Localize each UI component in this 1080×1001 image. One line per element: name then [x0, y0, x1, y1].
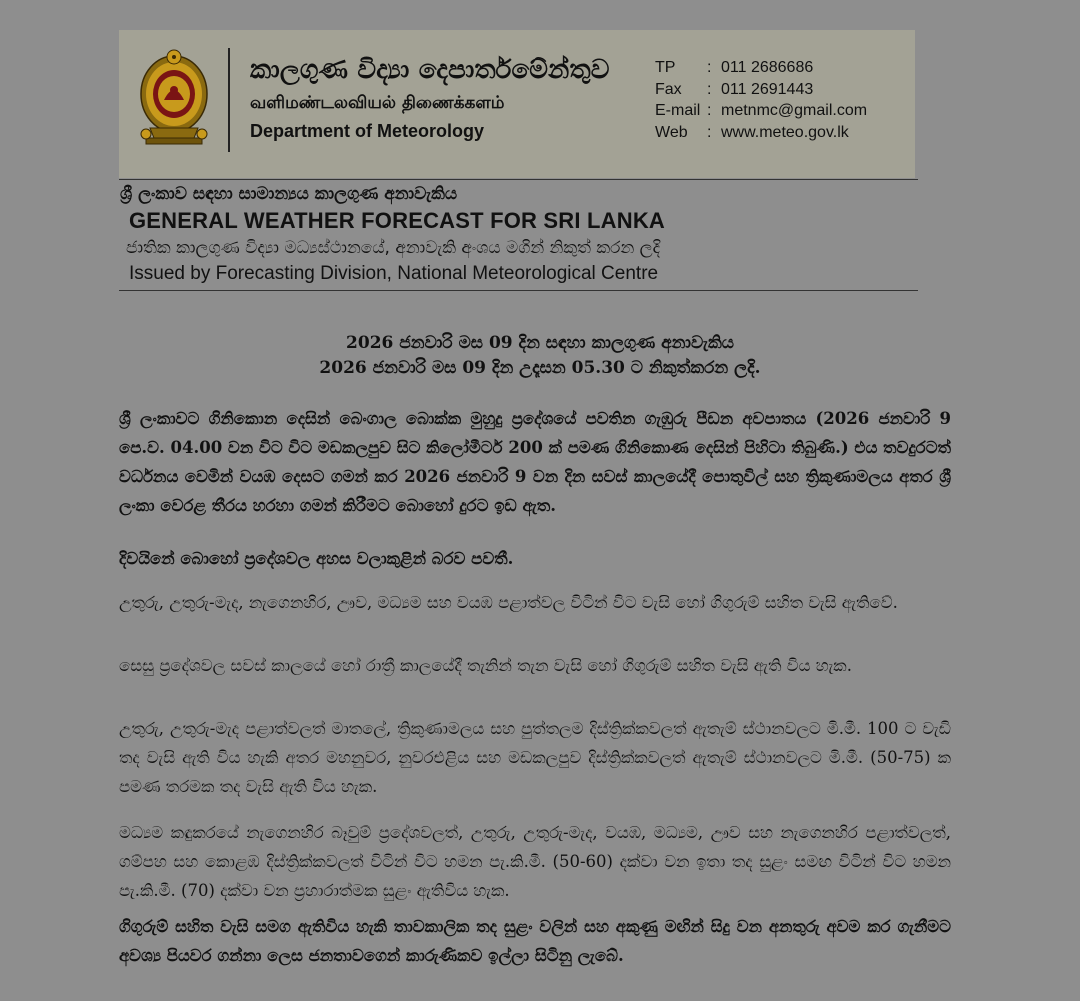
- title-bottom-rule: [119, 290, 918, 291]
- national-emblem-icon: [138, 48, 210, 150]
- department-name-sinhala: කාලගුණ විද්‍යා දෙපාර්තමේන්තුව: [250, 55, 610, 85]
- showers-paragraph: උතුරු, උතුරු-මැද, නැගෙනහිර, ඌව, මධ්‍යම සහ වයඹ පළාත්වල විටින් විට වැසි හෝ ගිගුරුම් සහිත වැසි ඇතිවේ.: [119, 593, 898, 612]
- forecast-date-line: 2026 ජනවාරි මස 09 දින සඳහා කාලගුණ අනාවැකිය: [346, 333, 734, 353]
- header-divider: [228, 48, 230, 152]
- contact-email: E-mail : metnmc@gmail.com: [655, 102, 868, 119]
- forecast-title-sinhala: ශ්‍රී ලංකාව සඳහා සාමාන්‍යය කාලගුණ අනාවැකිය: [120, 184, 458, 204]
- heavy-rain-paragraph: උතුරු, උතුරු-මැද පළාත්වලත් මාතලේ, ත්‍රිකුණාමලය සහ පුත්තලම දිස්ත්‍රික්කවලත් ඇතැම් ස්ථානවලට මි.මී. 100 ට වැඩි තද වැසි ඇති විය හැකි අතර මහනුවර, නුවරඑළිය සහ මඩකලපුව දිස්ත්‍රික්කවලත් ඇතැම් ස්ථානවලට මි.මී. (50-75) ක පමණ තරමක තද වැසි ඇති විය හැක.: [119, 719, 951, 796]
- forecast-title-english: GENERAL WEATHER FORECAST FOR SRI LANKA: [129, 208, 666, 233]
- department-name-english: Department of Meteorology: [250, 121, 485, 141]
- contact-web: Web : www.meteo.gov.lk: [655, 123, 849, 141]
- contact-phone: TP : 011 2686686: [655, 59, 814, 76]
- department-name-tamil: வளிமண்டலவியல் திணைக்களம்: [250, 93, 505, 113]
- evening-showers-paragraph: සෙසු ප්‍රදේශවල සවස් කාලයේ හෝ රාත්‍රී කාලයේදී තැනින් තැන වැසි හෝ ගිගුරුම් සහිත වැසි ඇති විය හැක.: [119, 656, 852, 675]
- issued-by-english: Issued by Forecasting Division, National Meteorological Centre: [129, 263, 659, 284]
- contact-fax: Fax : 011 2691443: [655, 80, 814, 98]
- depression-paragraph: ශ්‍රී ලංකාවට ගිනිකොන දෙසින් බෙංගාල බොක්ක මුහුදු ප්‍රදේශයේ පවතින ගැඹුරු පීඩන අවපාතය (2026 ජනවාරි 9 පෙ.ව. 04.00 වන විට විට මඩකලපුව සිට කිලෝමීටර් 200 ක් පමණ ගිනිකොණ දෙසින් පිහිටා තිබුණි.) එය තවදුරටත් වර්ධනය වෙමින් වයඹ දෙසට ගමන් කර 2026 ජනවාරි 9 වන දින සවස් කාලයේදී පොතුවිල් සහ ත්‍රිකුණාමලය අතර ශ්‍රී ලංකා වෙරළ තීරය හරහා ගමන් කිරීමට බොහෝ දුරට ඉඩ ඇත.: [119, 409, 951, 515]
- contact-block: [655, 57, 867, 143]
- issue-time-line: 2026 ජනවාරි මස 09 දින උදෑසන 05.30 ට නිකුත්කරන ලදි.: [319, 358, 761, 378]
- public-advisory-paragraph: ගිගුරුම් සහිත වැසි සමග ඇතිවිය හැකි තාවකාලික තද සුළං වලින් සහ අකුණු මඟින් සිදු වන අනතුරු අවම කර ගැනීමට අවශ්‍ය පියවර ගන්නා ලෙස ජනතාවගෙන් කාරුණිකව ඉල්ලා සිටිනු ලැබේ.: [119, 917, 951, 965]
- issued-by-sinhala: ජාතික කාලගුණ විද්‍යා මධ්‍යස්ථානයේ, අනාවැකි අංශය මගින් නිකුත් කරන ලදි: [126, 238, 661, 258]
- cloudy-sky-paragraph: දිවයිනේ බොහෝ ප්‍රදේශවල අහස වලාකුළින් බරව පවතී.: [119, 549, 514, 568]
- title-top-rule: [119, 179, 918, 180]
- wind-paragraph: මධ්‍යම කඳුකරයේ නැගෙනහිර බෑවුම් ප්‍රදේශවලත්, උතුරු, උතුරු-මැද, වයඹ, මධ්‍යම, ඌව සහ නැගෙනහිර පළාත්වලත්, ගම්පහ සහ කොළඹ දිස්ත්‍රික්කවලත් විටින් විට හමන පැ.කි.මී. (50-60) දක්වා වන ඉතා තද සුළං සමඟ විටින් විට හමන පැ.කි.මී. (70) දක්වා වන ප්‍රහාරාත්මක සුළං ඇතිවිය හැක.: [119, 823, 951, 900]
